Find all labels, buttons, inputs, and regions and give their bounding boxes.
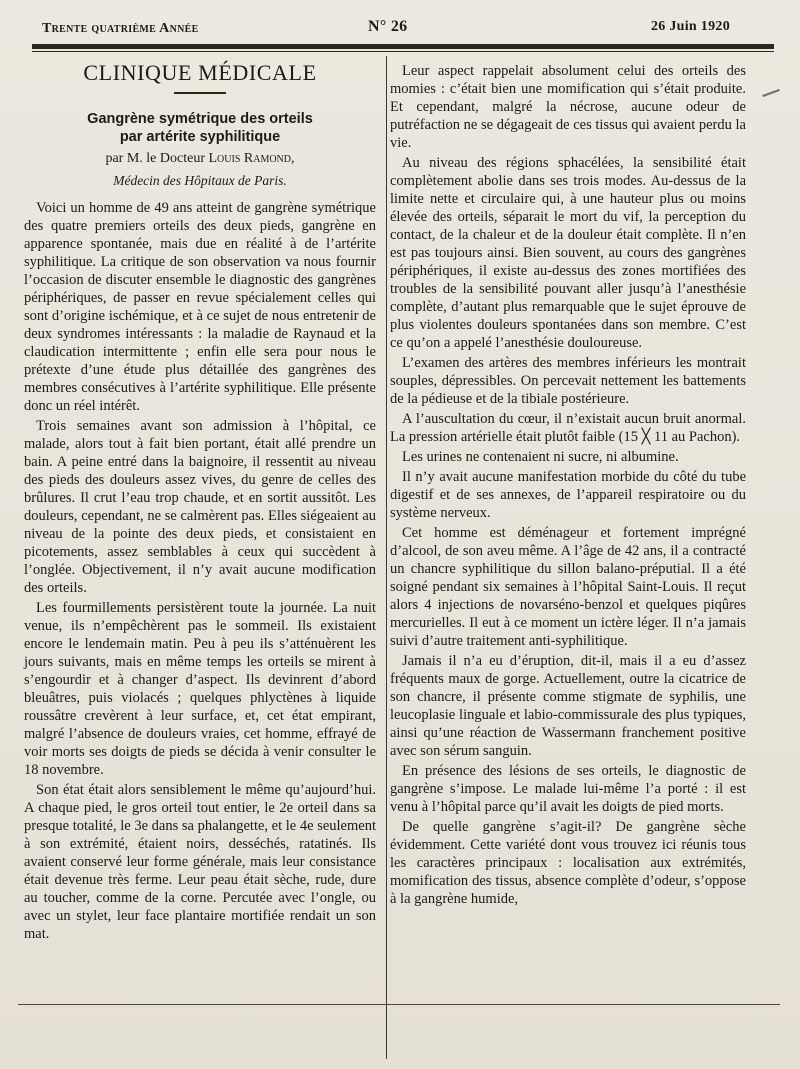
article-title-line-1: Gangrène symétrique des orteils [87, 111, 313, 127]
issue-number: N° 26 [368, 18, 408, 35]
paragraph: De quelle gangrène s’agit-il? De gangrène sèche évidemment. Cette variété dont vous trouvez ici réunis tous les caractères principaux : localisation aux extrémités, momification des tissus, absence complète d’odeur, s’oppose à la gangrène humide, [390, 819, 746, 907]
author-name: Louis Ramond, [208, 151, 295, 166]
paragraph: Les urines ne contenaient ni sucre, ni albumine. [402, 449, 679, 465]
author-affiliation: Médecin des Hôpitaux de Paris. [113, 173, 287, 188]
right-column [390, 62, 746, 910]
running-header [42, 18, 730, 40]
article-byline [24, 150, 376, 168]
volume-label: Trente quatrième Année [42, 21, 199, 36]
paragraph: Son état était alors sensiblement le même qu’aujourd’hui. A chaque pied, le gros orteil tout entier, le 2e orteil dans sa presque totalité, le 3e dans sa phalangette, et le 4e seulement à son extrémité, étaient noirs, desséchés, ratatinés. Ils avaient conservé leur forme générale, mais leur consistance était devenue très ferme. Leur peau était sèche, rude, dure au toucher, comme de la corne. Percutée avec l’ongle, ou avec un stylet, leur face plantaire mortifiée rendait un son mat. [24, 782, 376, 942]
paragraph: Jamais il n’a eu d’éruption, dit-il, mais il a eu d’assez fréquents maux de gorge. Actuellement, outre la cicatrice de son chancre, il présente comme stigmate de syphilis, une leucoplasie linguale et labio-commissurale des plus typiques, ainsi qu’une réaction de Wassermann franchement positive avec son sérum sanguin. [390, 653, 746, 759]
paragraph: Trois semaines avant son admission à l’hôpital, ce malade, alors tout à fait bien portant, était allé prendre un bain. A peine entré dans la baignoire, il ressentit au niveau des pieds des douleurs assez vives, du genre de celles des brûlures. Il crut l’eau trop chaude, et en sortit aussitôt. Les douleurs, cependant, ne se calmèrent pas. Elles siégeaient au niveau de la pointe des deux pieds, et consistaient en picotements, assez semblables à ceux qui succèdent à l’onglée. Objectivement, il n’y avait aucune modification des orteils. [24, 418, 376, 596]
section-title: CLINIQUE MÉDICALE [83, 60, 317, 85]
paragraph: Au niveau des régions sphacélées, la sensibilité était complètement abolie dans ses trois modes. Au-dessus de la limite nette et circulaire qui, à une hauteur plus ou moins élevée des orteils, séparait le mort du vif, la perception du contact, de la chaleur et de la douleur était complète. Il n’en est pas toujours ainsi. Bien souvent, au cours des gangrènes périphériques, il existe au-dessus des zones mortifiées des troubles de la sensibilité pouvant aller jusqu’à l’anesthésie complète, d’autant plus remarquable que le sujet éprouve de plus violentes douleurs spontanées dans son membre. C’est ce qu’on a appelé l’anesthésie douloureuse. [390, 155, 746, 351]
paper-mark [762, 89, 780, 97]
header-thick-rule [32, 44, 774, 49]
left-paragraphs [24, 199, 376, 943]
column-divider [386, 56, 387, 1059]
paragraph: Voici un homme de 49 ans atteint de gangrène symétrique des quatre premiers orteils des deux pieds, gangrène en apparence spontanée, mais due en réalité à de l’artérite syphilitique. La critique de son observation va nous fournir l’occasion de discuter ensemble le diagnostic des gangrènes périphériques, de passer en revue spécialement celles qui sont d’origine ischémique, et à ce sujet de nous entretenir de deux syndromes intéressants : la maladie de Raynaud et la claudication intermittente ; enfin elle sera pour nous le prétexte d’une étude plus détaillée des gangrènes des membres consécutives à l’artérite syphilitique. Elle présente donc un réel intérêt. [24, 200, 376, 414]
article-title-line-2: par artérite syphilitique [119, 129, 281, 145]
paragraph: Il n’y avait aucune manifestation morbide du côté du tube digestif et de ses annexes, de l’appareil respiratoire ou du système nerveux. [390, 469, 746, 521]
left-column [24, 62, 376, 945]
paragraph: En présence des lésions de ses orteils, le diagnostic de gangrène s’impose. Le malade lui-même l’a porté : il est venu à l’hôpital parce qu’il avait les doigts de pied morts. [390, 763, 746, 815]
paragraph: L’examen des artères des membres inférieurs les montrait souples, dépressibles. On percevait nettement les battements de la pédieuse et de la tibiale postérieure. [390, 355, 746, 407]
issue-date: 26 Juin 1920 [650, 19, 730, 34]
paragraph: Cet homme est déménageur et fortement imprégné d’alcool, de son aveu même. A l’âge de 42 ans, il a contracté un chancre syphilitique du sillon balano-préputial. Il a été soigné pendant six semaines à l’hôpital Saint-Louis. Il reçut alors 4 injections de novarséno-benzol et quelques piqûres mercurielles. Il eut à ce moment un ictère léger. Il n’a jamais suivi d’autre traitement anti-syphilitique. [390, 525, 746, 649]
footer-rule [18, 1004, 780, 1005]
paragraph: Les fourmillements persistèrent toute la journée. La nuit venue, ils n’empêchèrent pas le sommeil. Ils existaient encore le lendemain matin. Peu à peu ils s’atténuèrent les jours suivants, mais en même temps les orteils se mirent à s’engourdir et à changer d’aspect. Ils devinrent d’abord bleuâtres, puis violacés ; quelques phlyctènes à liquide roussâtre crevèrent à leur surface, et, cet état empirant, malgré l’absence de douleurs vraies, cet homme, effrayé de voir morts ses doigts de pieds se décida à venir consulter le 18 novembre. [24, 600, 376, 778]
header-thin-rule [32, 51, 774, 52]
section-rule [174, 92, 226, 94]
paragraph: Leur aspect rappelait absolument celui des orteils des momies : c’était bien une momification qui s’était produite. Et cependant, malgré la nécrose, aucune odeur de putréfaction ne se dégageait de ces tissus qui avaient perdu la vie. [390, 63, 746, 151]
paragraph: A l’auscultation du cœur, il n’existait aucun bruit anormal. La pression artérielle était plutôt faible (15 ╳ 11 au Pachon). [390, 411, 746, 445]
byline-prefix: par M. le Docteur [105, 151, 205, 166]
